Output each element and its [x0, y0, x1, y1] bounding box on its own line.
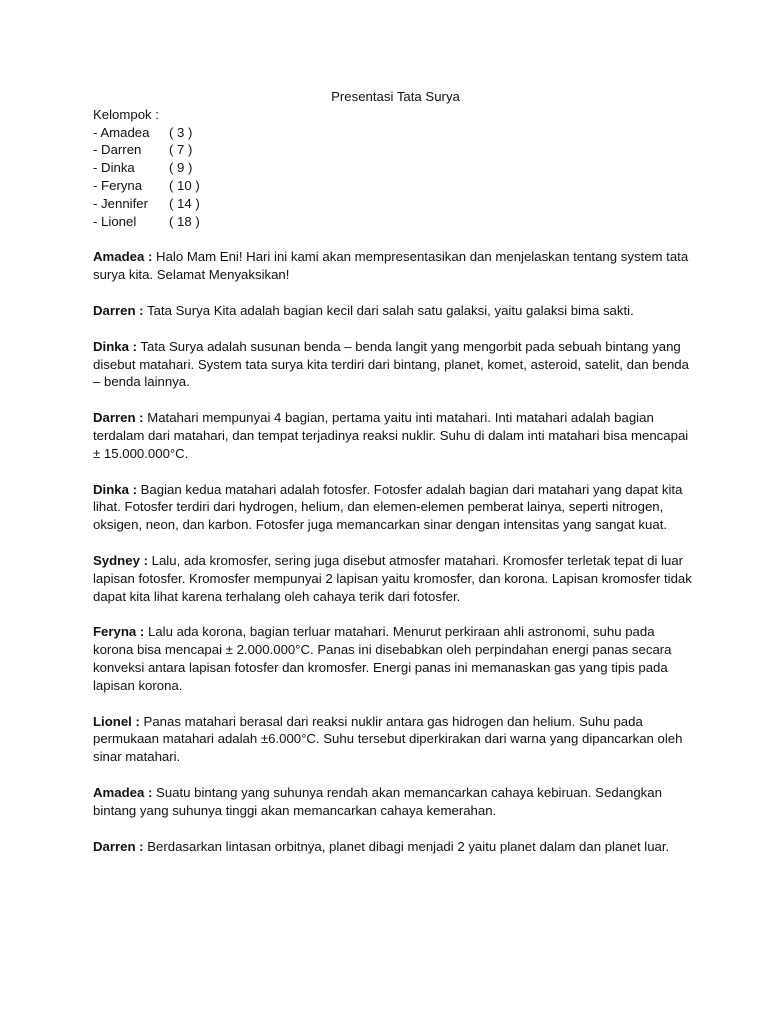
member-item — [93, 141, 698, 159]
dialogue-paragraph — [93, 302, 698, 320]
dialogue-text: Tata Surya Kita adalah bagian kecil dari salah satu galaksi, yaitu galaksi bima sakti. — [143, 302, 634, 318]
member-name: - Lionel — [93, 213, 137, 229]
dialogue-paragraph — [93, 481, 698, 534]
member-number: ( 14 ) — [169, 195, 200, 211]
dialogue-paragraph — [93, 623, 698, 694]
speaker-name: Darren : — [93, 302, 144, 318]
speaker-name: Amadea : — [93, 249, 153, 265]
group-label: Kelompok : — [93, 106, 159, 122]
speaker-name: Darren : — [93, 410, 144, 426]
speaker-name: Lionel : — [93, 713, 140, 729]
dialogue-paragraph — [93, 713, 698, 766]
dialogue-paragraph — [93, 248, 698, 284]
dialogue-paragraph — [93, 552, 698, 605]
member-number: ( 3 ) — [169, 124, 193, 140]
document-title: Presentasi Tata Surya — [331, 89, 460, 104]
dialogue-text: Berdasarkan lintasan orbitnya, planet dibagi menjadi 2 yaitu planet dalam dan planet luar. — [143, 838, 670, 854]
dialogue-text: Suatu bintang yang suhunya rendah akan memancarkan cahaya kebiruan. Sedangkan bintang yang suhunya tinggi akan memancarkan cahaya kemerahan. — [93, 784, 662, 818]
speaker-name: Sydney : — [93, 552, 148, 568]
speaker-name: Dinka : — [93, 481, 137, 497]
member-item — [93, 159, 698, 177]
speaker-name: Darren : — [93, 838, 144, 854]
dialogue-text: Tata Surya adalah susunan benda – benda langit yang mengorbit pada sebuah bintang yang disebut matahari. System tata surya kita terdiri dari bintang, planet, komet, asteroid, satelit, dan benda – benda lainnya. — [93, 338, 689, 390]
member-name: - Jennifer — [93, 195, 148, 211]
member-name: - Darren — [93, 142, 142, 158]
dialogue-text: Bagian kedua matahari adalah fotosfer. Fotosfer adalah bagian dari matahari yang dapat kita lihat. Fotosfer terdiri dari hydrogen, helium, dan elemen-elemen pemberat lainya, seperti nitrogen, oksigen, neon, dan karbon. Fotosfer juga memancarkan sinar dengan intensitas yang sangat kuat. — [93, 481, 683, 533]
member-name: - Amadea — [93, 124, 150, 140]
speaker-name: Feryna : — [93, 624, 145, 640]
member-item — [93, 195, 698, 213]
member-item — [93, 213, 698, 231]
speaker-name: Dinka : — [93, 338, 137, 354]
member-number: ( 10 ) — [169, 177, 200, 193]
dialogue-paragraph — [93, 784, 698, 820]
dialogue-text: Halo Mam Eni! Hari ini kami akan mempresentasikan dan menjelaskan tentang system tata surya kita. Selamat Menyaksikan! — [93, 249, 689, 283]
dialogue-paragraph — [93, 838, 698, 856]
dialogue-text: Matahari mempunyai 4 bagian, pertama yaitu inti matahari. Inti matahari adalah bagian terdalam dari matahari, dan tempat terjadinya reaksi nuklir. Suhu di dalam inti matahari bisa mencapai ± 15.000.000°C. — [93, 410, 689, 461]
member-item — [93, 177, 698, 195]
dialogue-paragraph — [93, 338, 698, 391]
dialogue-text: Lalu, ada kromosfer, sering juga disebut atmosfer matahari. Kromosfer terletak tepat di luar lapisan fotosfer. Kromosfer mempunyai 2 lapisan yaitu kromosfer, dan korona. Lapisan kromosfer tidak dapat kita lihat karena terhalang oleh cahaya terik dari fotosfer. — [93, 552, 692, 604]
member-number: ( 9 ) — [169, 160, 193, 176]
member-item — [93, 124, 698, 142]
speaker-name: Amadea : — [93, 784, 153, 800]
member-name: - Feryna — [93, 177, 143, 193]
dialogue-text: Panas matahari berasal dari reaksi nuklir antara gas hidrogen dan helium. Suhu pada permukaan matahari adalah ±6.000°C. Suhu tersebut diperkirakan dari warna yang dipancarkan oleh sinar matahari. — [93, 713, 683, 765]
member-number: ( 18 ) — [169, 213, 200, 229]
member-list — [93, 124, 698, 231]
member-number: ( 7 ) — [169, 142, 193, 158]
dialogue-paragraph — [93, 409, 698, 462]
dialogue-text: Lalu ada korona, bagian terluar matahari. Menurut perkiraan ahli astronomi, suhu pada korona bisa mencapai ± 2.000.000°C. Panas ini disebabkan oleh perpindahan energi panas secara konveksi antara lapisan fotosfer dan kromosfer. Energi panas ini memanaskan gas yang tipis pada lapisan korona. — [93, 624, 672, 693]
member-name: - Dinka — [93, 160, 135, 176]
